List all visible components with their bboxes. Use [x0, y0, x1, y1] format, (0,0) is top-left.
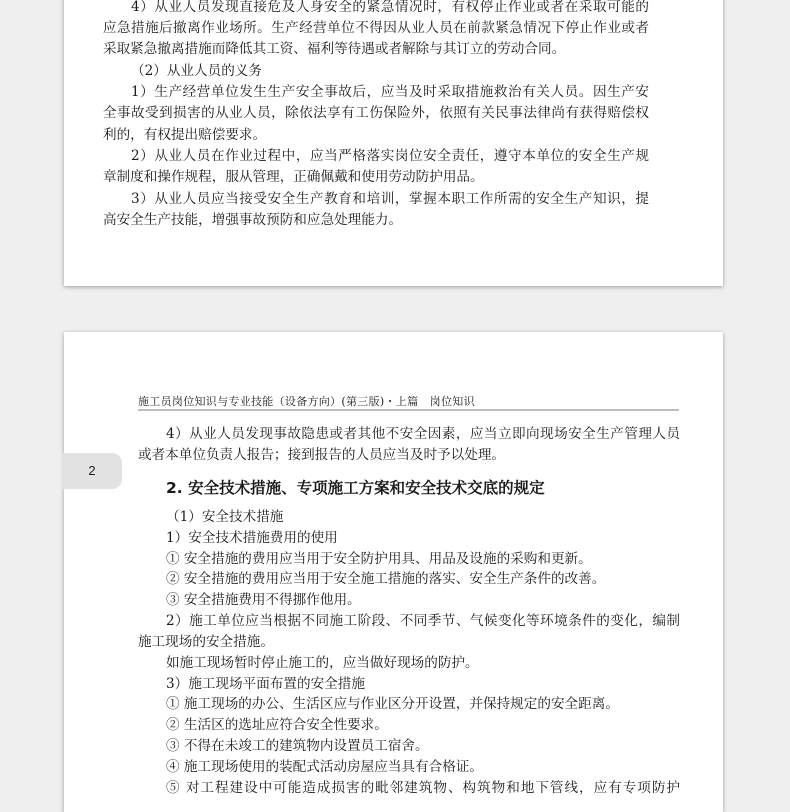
list-item: ① 安全措施的费用应当用于安全防护用具、用品及设施的采购和更新。 — [166, 551, 592, 567]
paragraph-line: 2）从业人员在作业过程中，应当严格落实岗位安全责任，遵守本单位的安全生产规 — [131, 148, 649, 164]
paragraph-line: 1）生产经营单位发生生产安全事故后，应当及时采取措施救治有关人员。因生产安 — [131, 84, 649, 100]
header-rule — [138, 409, 679, 411]
document-page-1 — [64, 0, 723, 286]
subheading: （1）安全技术措施 — [166, 509, 284, 525]
running-header: 施工员岗位知识与专业技能（设备方向）(第三版)・上篇 岗位知识 — [138, 395, 475, 408]
document-page-2 — [64, 332, 723, 812]
list-item: ② 生活区的选址应符合安全性要求。 — [166, 717, 388, 733]
paragraph-line: 3）施工现场平面布置的安全措施 — [166, 676, 365, 692]
paragraph-line: 如施工现场暂时停止施工的，应当做好现场的防护。 — [166, 655, 479, 671]
paragraph-line: 利的，有权提出赔偿要求。 — [103, 127, 267, 143]
paragraph-line: 采取紧急撤离措施而降低其工资、福利等待遇或者解除与其订立的劳动合同。 — [103, 41, 566, 57]
paragraph-line: 4）从业人员发现直接危及人身安全的紧急情况时，有权停止作业或者在采取可能的 — [131, 0, 649, 15]
paragraph-line: 2）施工单位应当根据不同施工阶段、不同季节、气候变化等环境条件的变化，编制 — [166, 613, 680, 629]
list-item: ③ 不得在未竣工的建筑物内设置员工宿舍。 — [166, 738, 429, 754]
paragraph-line: 章制度和操作规程，服从管理，正确佩戴和使用劳动防护用品。 — [103, 169, 484, 185]
paragraph-line: 应急措施后撤离作业场所。生产经营单位不得因从业人员在前款紧急情况下停止作业或者 — [103, 20, 649, 36]
paragraph-line: 或者本单位负责人报告；接到报告的人员应当及时予以处理。 — [138, 447, 506, 463]
list-item: ⑤ 对工程建设中可能造成损害的毗邻建筑物、构筑物和地下管线，应有专项防护 — [166, 780, 680, 796]
paragraph-line: 4）从业人员发现事故隐患或者其他不安全因素，应当立即向现场安全生产管理人员 — [166, 426, 680, 442]
paragraph-line: 3）从业人员应当接受安全生产教育和培训，掌握本职工作所需的安全生产知识，提 — [131, 191, 649, 207]
paragraph-line: 高安全生产技能，增强事故预防和应急处理能力。 — [103, 212, 403, 228]
section-heading: 2. 安全技术措施、专项施工方案和安全技术交底的规定 — [166, 479, 545, 497]
list-item: ① 施工现场的办公、生活区应与作业区分开设置，并保持规定的安全距离。 — [166, 696, 619, 712]
list-item: ③ 安全措施费用不得挪作他用。 — [166, 592, 361, 608]
paragraph-line: 施工现场的安全措施。 — [138, 634, 274, 650]
page-number-tab: 2 — [62, 453, 122, 489]
subheading: （2）从业人员的义务 — [131, 63, 262, 79]
paragraph-line: 全事故受到损害的从业人员，除依法享有工伤保险外，依照有关民事法律尚有获得赔偿权 — [103, 105, 649, 121]
list-item: ② 安全措施的费用应当用于安全施工措施的落实、安全生产条件的改善。 — [166, 571, 606, 587]
list-item: ④ 施工现场使用的装配式活动房屋应当具有合格证。 — [166, 759, 483, 775]
paragraph-line: 1）安全技术措施费用的使用 — [166, 530, 338, 546]
